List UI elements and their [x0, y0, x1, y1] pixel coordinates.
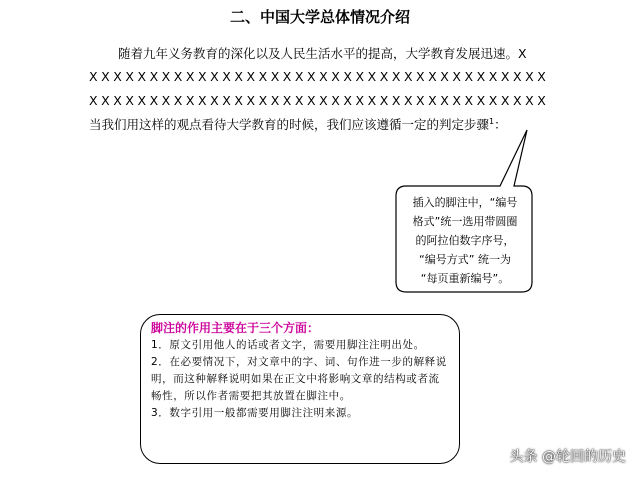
callout-line: 格式”统一选用带圆圈 [412, 215, 518, 228]
footnote-reference: 1 [489, 116, 495, 126]
footnote-info-box [140, 314, 460, 464]
callout-line: 插入的脚注中，“编号 [412, 196, 518, 209]
note-item: 2．在必要情况下，对文章中的字、词、句作进一步的解释说明，而这种解释说明如果在正文中将影响文章的结构或者流畅性，所以作者需要把其放置在脚注中。 [151, 356, 447, 402]
note-item: 1．原文引用他人的话或者文字，需要用脚注注明出处。 [151, 339, 425, 351]
callout-line: “每页重新编号”。 [420, 272, 510, 285]
paragraph-line-2: XXXXXXXXXXXXXXXXXXXXXXXXXXXXXXXXXXXXXX [89, 69, 550, 84]
paragraph-line-1: 随着九年义务教育的深化以及人民生活水平的提高，大学教育发展迅速。X [118, 46, 527, 61]
section-heading: 二、中国大学总体情况介绍 [229, 8, 410, 26]
note-item: 3．数字引用一般都需要用脚注注明来源。 [151, 407, 359, 419]
paragraph-line-4-text: 当我们用这样的观点看待大学教育的时候，我们应该遵循一定的判定步骤 [89, 117, 490, 132]
paragraph-line-3: XXXXXXXXXXXXXXXXXXXXXXXXXXXXXXXXXXXXXX [89, 93, 550, 108]
callout-line: “编号方式” 统一为 [419, 253, 511, 266]
callout-line: 的阿拉伯数字序号， [415, 234, 515, 247]
watermark: 头条 @轮回的历史 [509, 449, 626, 465]
notes-title: 脚注的作用主要在于三个方面： [151, 321, 320, 335]
paragraph-line-4-end: ： [494, 117, 507, 132]
callout-text [402, 193, 528, 288]
